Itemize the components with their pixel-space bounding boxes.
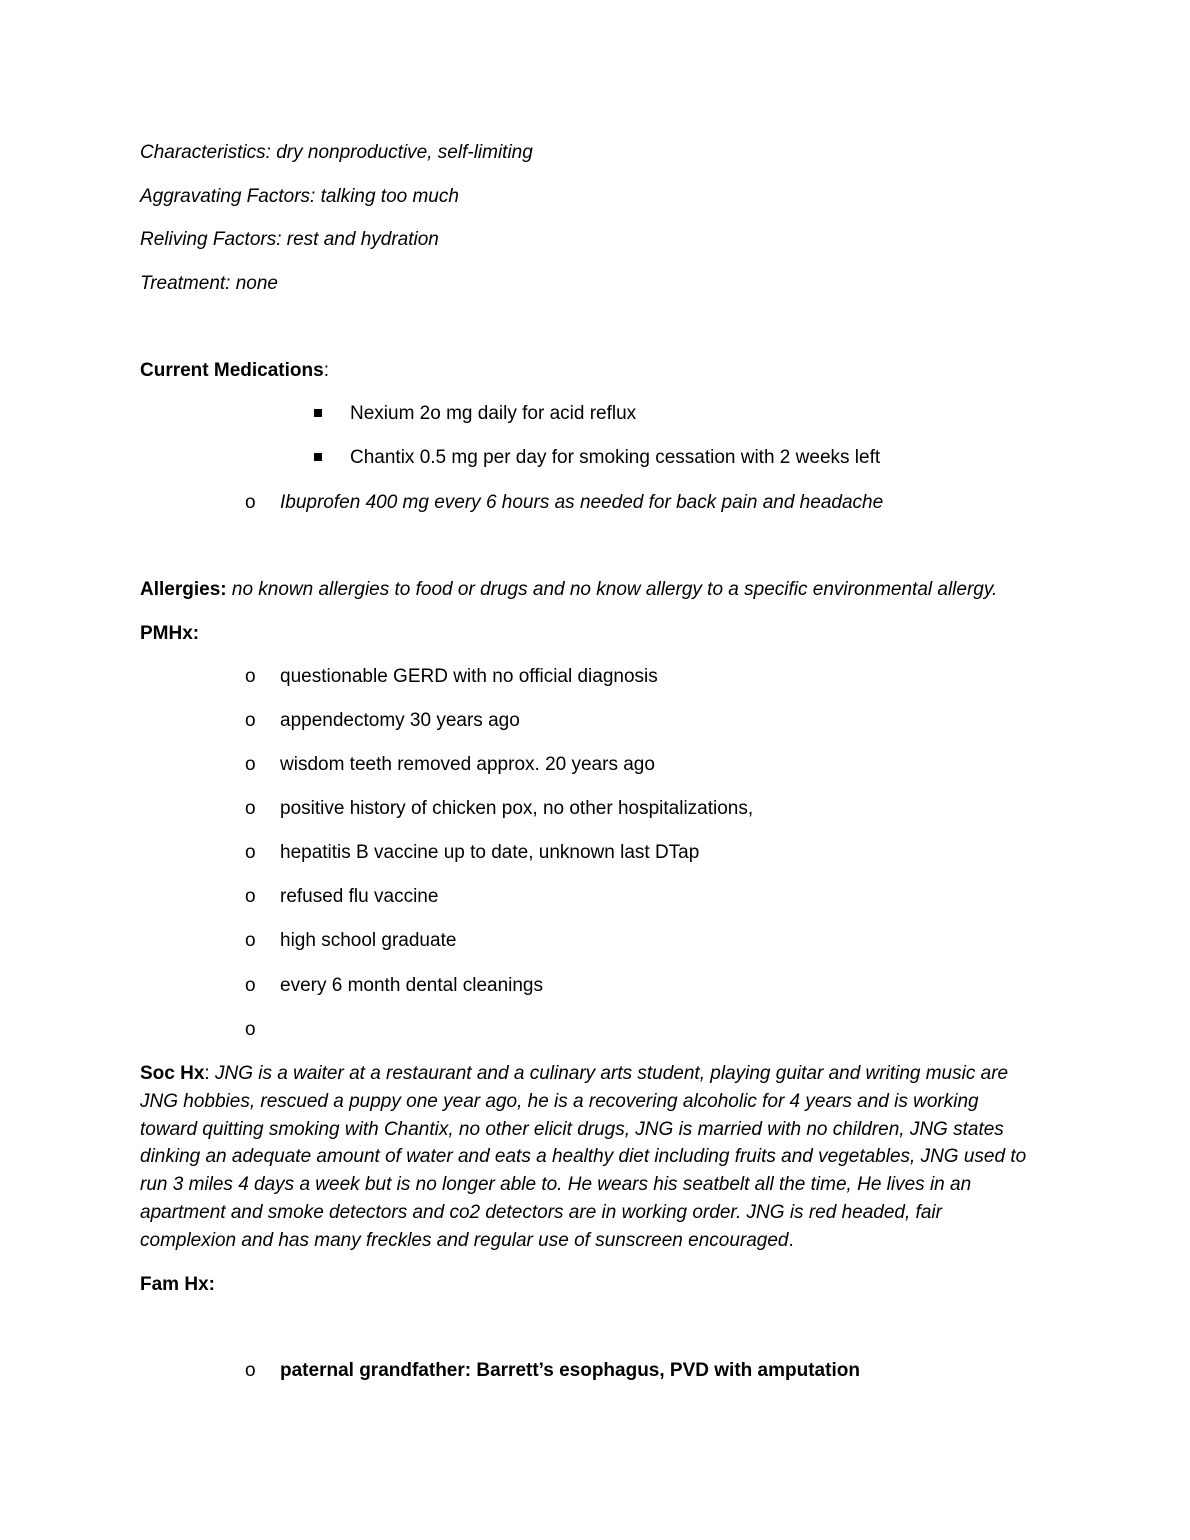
current-medications-heading bbox=[140, 359, 329, 383]
circle-bullet-icon: o bbox=[245, 1360, 256, 1381]
medication-item: Nexium 2o mg daily for acid reflux bbox=[350, 403, 637, 424]
medication-item: Chantix 0.5 mg per day for smoking cessation with 2 weeks left bbox=[350, 447, 881, 468]
soc-hx-paragraph bbox=[140, 1060, 1040, 1255]
treatment-line: Treatment: none bbox=[140, 273, 279, 294]
medication-item: Ibuprofen 400 mg every 6 hours as needed for back pain and headache bbox=[280, 492, 884, 513]
pmhx-item: high school graduate bbox=[280, 930, 457, 951]
relieving-factors-line: Reliving Factors: rest and hydration bbox=[140, 229, 439, 250]
soc-hx-text: JNG is a waiter at a restaurant and a culinary arts student, playing guitar and writing music are JNG hobbies, rescued a puppy one year ago, he is a recovering alcoholic for 4 years and is working toward quitting smoking with Chantix, no other elicit drugs, JNG is married with no children, JNG states dinking an adequate amount of water and eats a healthy diet including fruits and vegetables, JNG used to run 3 miles 4 days a week but is no longer able to. He wears his seatbelt all the time, He lives in an apartment and smoke detectors and co2 detectors are in working order. JNG is red headed, fair complexion and has many freckles and regular use of sunscreen encouraged bbox=[140, 1063, 1027, 1251]
current-medications-colon: : bbox=[323, 360, 329, 381]
soc-hx-colon: : bbox=[204, 1063, 210, 1084]
characteristics-line: Characteristics: dry nonproductive, self-limiting bbox=[140, 142, 533, 163]
pmhx-heading: PMHx: bbox=[140, 623, 200, 644]
current-medications-label: Current Medications bbox=[140, 360, 324, 381]
circle-bullet-icon: o bbox=[245, 798, 256, 819]
pmhx-item: hepatitis B vaccine up to date, unknown last DTap bbox=[280, 842, 700, 863]
square-bullet-icon bbox=[314, 409, 322, 417]
pmhx-item: appendectomy 30 years ago bbox=[280, 710, 520, 731]
circle-bullet-icon: o bbox=[245, 975, 256, 996]
circle-bullet-icon: o bbox=[245, 842, 256, 863]
circle-bullet-icon: o bbox=[245, 666, 256, 687]
pmhx-item: refused flu vaccine bbox=[280, 886, 439, 907]
circle-bullet-icon: o bbox=[245, 1019, 256, 1040]
soc-hx-label: Soc Hx bbox=[140, 1063, 205, 1084]
circle-bullet-icon: o bbox=[245, 754, 256, 775]
allergies-label: Allergies: bbox=[140, 579, 227, 600]
circle-bullet-icon: o bbox=[245, 492, 256, 513]
circle-bullet-icon: o bbox=[245, 710, 256, 731]
square-bullet-icon bbox=[314, 453, 322, 461]
allergies-text: no known allergies to food or drugs and no know allergy to a specific environmental allergy. bbox=[226, 579, 998, 600]
soc-hx-period: . bbox=[788, 1229, 794, 1251]
aggravating-factors-line: Aggravating Factors: talking too much bbox=[140, 186, 459, 207]
pmhx-item: positive history of chicken pox, no other hospitalizations, bbox=[280, 798, 754, 819]
fam-hx-heading: Fam Hx: bbox=[140, 1274, 215, 1295]
fam-hx-item: paternal grandfather: Barrett’s esophagus, PVD with amputation bbox=[280, 1360, 860, 1381]
circle-bullet-icon: o bbox=[245, 886, 256, 907]
pmhx-item: every 6 month dental cleanings bbox=[280, 975, 543, 996]
allergies-line bbox=[140, 578, 997, 602]
circle-bullet-icon: o bbox=[245, 930, 256, 951]
pmhx-item: wisdom teeth removed approx. 20 years ago bbox=[280, 754, 655, 775]
pmhx-item: questionable GERD with no official diagnosis bbox=[280, 666, 658, 687]
